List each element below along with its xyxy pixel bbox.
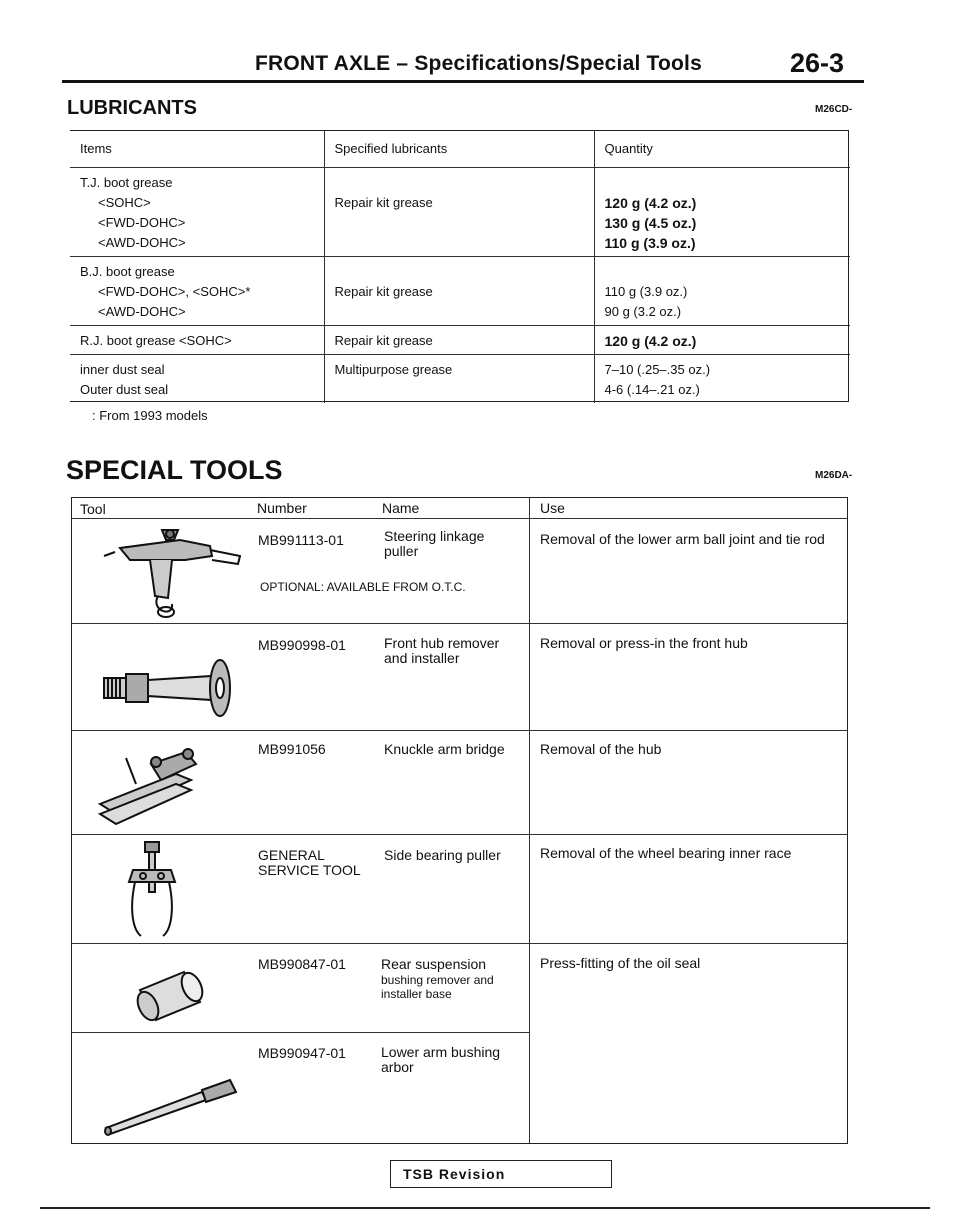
- item-name: T.J. boot grease: [80, 175, 173, 190]
- quantity: 4-6 (.14–.21 oz.): [604, 382, 700, 397]
- tool-name: Front hub remover: [384, 635, 500, 651]
- tool-name: Lower arm bushing: [381, 1044, 501, 1060]
- tool-use: Removal or press-in the front hub: [540, 635, 748, 651]
- tool-name-line2: bushing remover and: [381, 973, 494, 987]
- tool-number-line2: SERVICE TOOL: [258, 862, 361, 878]
- lubricant-name: Multipurpose grease: [334, 362, 453, 377]
- lubricants-code: M26CD-: [815, 104, 853, 115]
- tool-use: Removal of the lower arm ball joint and tie rod: [540, 531, 825, 547]
- tool-use: Removal of the hub: [540, 741, 662, 757]
- page-title: FRONT AXLE – Specifications/Special Tools: [255, 52, 702, 75]
- column-header: Specified lubricants: [324, 130, 594, 168]
- tool-name: Side bearing puller: [384, 847, 501, 863]
- table-header-row: [70, 130, 850, 168]
- special-tools-heading: SPECIAL TOOLS: [66, 455, 283, 485]
- tsb-revision-box: [390, 1160, 612, 1188]
- column-header-use: Use: [540, 500, 565, 516]
- item-variant: <SOHC>: [98, 195, 151, 210]
- tool-name: Steering linkage: [384, 528, 485, 544]
- tool-number: GENERAL: [258, 847, 325, 863]
- tool-number: MB990998-01: [258, 637, 346, 653]
- column-header: Quantity: [604, 141, 653, 156]
- special-tools-code: M26DA-: [815, 470, 853, 481]
- quantity: 110 g (3.9 oz.): [604, 235, 696, 251]
- page-number: 26-3: [790, 48, 845, 78]
- side-bearing-puller-icon: [127, 840, 187, 940]
- lubricant-name: Repair kit grease: [334, 333, 433, 348]
- column-header: Items: [70, 130, 324, 168]
- quantity: 7–10 (.25–.35 oz.): [604, 362, 711, 377]
- knuckle-arm-bridge-icon: [96, 744, 226, 834]
- item-name: inner dust seal: [80, 362, 165, 377]
- item-variant: <AWD-DOHC>: [98, 304, 186, 319]
- quantity: 130 g (4.5 oz.): [604, 215, 697, 231]
- column-header-name: Name: [382, 500, 420, 516]
- tool-name: Knuckle arm bridge: [384, 741, 505, 757]
- quantity: 90 g (3.2 oz.): [604, 304, 682, 319]
- tool-use: Removal of the wheel bearing inner race: [540, 845, 792, 861]
- tool-name: Rear suspension: [381, 956, 487, 972]
- table-row: [70, 355, 850, 404]
- tsb-revision-label: TSB Revision: [403, 1166, 506, 1182]
- tool-name-line2: and installer: [384, 650, 460, 666]
- row-divider: [72, 943, 847, 944]
- tool-name-line2: puller: [384, 543, 419, 559]
- item-variant: <FWD-DOHC>: [98, 215, 186, 230]
- quantity: 120 g (4.2 oz.): [604, 333, 697, 349]
- row-divider: [72, 834, 847, 835]
- item-variant: <FWD-DOHC>, <SOHC>*: [98, 284, 251, 299]
- table-row: [70, 326, 850, 355]
- quantity: 120 g (4.2 oz.): [604, 195, 697, 211]
- lubricants-table: [70, 130, 850, 403]
- lubricant-name: Repair kit grease: [334, 195, 433, 210]
- front-hub-remover-icon: [102, 648, 242, 718]
- lower-arm-bushing-arbor-icon: [102, 1076, 242, 1136]
- lubricant-name: Repair kit grease: [334, 284, 433, 299]
- item-name: B.J. boot grease: [80, 264, 175, 279]
- special-tools-table: [71, 497, 848, 1144]
- table-row: [70, 257, 850, 326]
- tool-number: MB991113-01: [258, 532, 344, 548]
- row-divider: [72, 623, 847, 624]
- footnote: : From 1993 models: [92, 408, 208, 423]
- row-divider: [72, 730, 847, 731]
- header-divider: [72, 518, 847, 519]
- tool-name-line3: installer base: [381, 987, 452, 1001]
- lubricants-heading: LUBRICANTS: [67, 97, 197, 119]
- column-header-tool: Tool: [80, 501, 106, 517]
- item-name: R.J. boot grease <SOHC>: [80, 333, 232, 348]
- tool-note: OPTIONAL: AVAILABLE FROM O.T.C.: [260, 580, 466, 594]
- item-variant: <AWD-DOHC>: [98, 235, 186, 250]
- tool-number: MB991056: [258, 741, 326, 757]
- steering-linkage-puller-icon: [100, 526, 250, 621]
- tool-use: Press-fitting of the oil seal: [540, 955, 701, 971]
- header-rule: [62, 80, 864, 83]
- table-row: [70, 168, 850, 257]
- tool-number: MB990947-01: [258, 1045, 346, 1061]
- tool-number: MB990847-01: [258, 956, 346, 972]
- bottom-rule: [40, 1207, 930, 1209]
- column-divider: [529, 498, 530, 1143]
- column-header-number: Number: [257, 500, 307, 516]
- item-name: Outer dust seal: [80, 382, 169, 397]
- tool-name-line2: arbor: [381, 1059, 414, 1075]
- bushing-remover-base-icon: [130, 964, 210, 1034]
- quantity: 110 g (3.9 oz.): [604, 284, 688, 299]
